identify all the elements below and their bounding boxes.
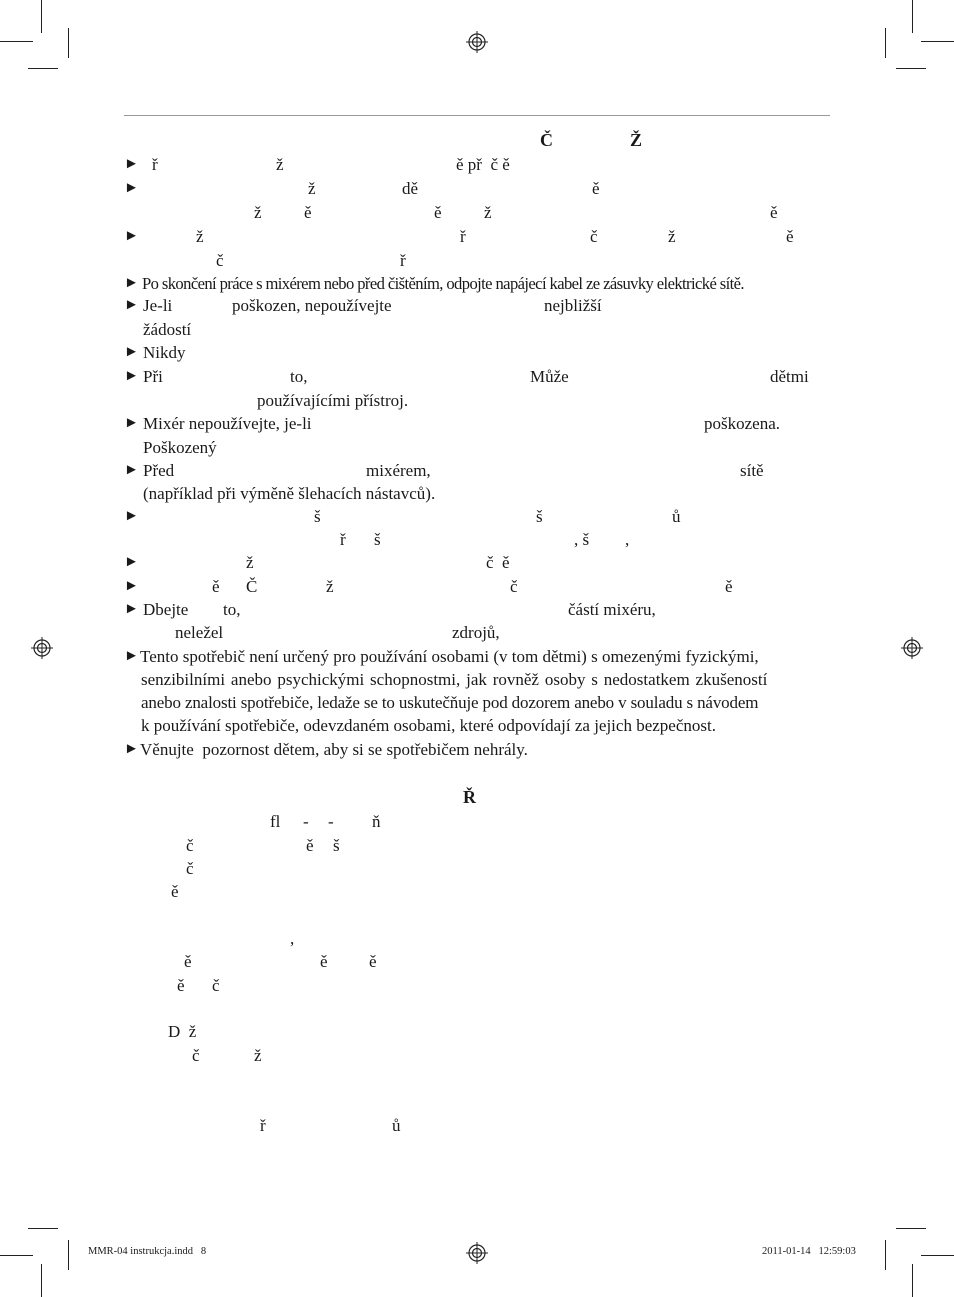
list-item-cont: č ř: [216, 251, 406, 270]
bullet-icon: ►: [124, 508, 139, 524]
crop-mark: [912, 1264, 913, 1297]
list-item: ► ě Č ž č ě: [124, 575, 844, 599]
list-item: ► Při to, Může dětmi: [124, 365, 844, 389]
list-item-cont: senzibilními anebo psychickými schopnostmi, jak rovněž osoby s nedostatkem zkušeností: [141, 670, 768, 689]
section-heading-char: Ž: [630, 130, 643, 150]
crop-mark: [41, 1264, 42, 1297]
list-item-cont: ž ě ě ž ě: [254, 203, 778, 222]
list-item: fl - - ň: [270, 812, 381, 831]
registration-mark-icon: [466, 1242, 488, 1264]
crop-mark: [68, 28, 69, 58]
list-item: ► Mixér nepoužívejte, je-li poškozena.: [124, 412, 844, 436]
crop-mark: [885, 1240, 886, 1270]
bullet-icon: ►: [124, 368, 139, 384]
list-item: ě ě ě: [184, 952, 377, 971]
list-item: ě: [171, 882, 179, 901]
bullet-icon: ►: [124, 228, 139, 244]
list-item: ► Je-li poškozen, nepoužívejte nejbližší: [124, 294, 844, 318]
list-item: ► ř ž ě př č ě: [124, 153, 844, 177]
crop-mark: [912, 0, 913, 33]
crop-mark: [896, 1228, 926, 1229]
list-item: ► Nikdy: [124, 341, 844, 365]
list-item: ► Tento spotřebič není určený pro používání osobami (v tom dětmi) s omezenými fyzickými,: [124, 645, 844, 669]
crop-mark: [28, 1228, 58, 1229]
list-item: ► ž dě ě: [124, 177, 844, 201]
crop-mark: [896, 68, 926, 69]
list-item: ► ž ř č ž ě: [124, 225, 844, 249]
crop-mark: [921, 41, 954, 42]
footer-timestamp: 2011-01-14 12:59:03: [762, 1246, 856, 1257]
list-item: ,: [290, 929, 295, 948]
list-item-cont: používajícími přístroj.: [257, 391, 409, 410]
crop-mark: [28, 68, 58, 69]
registration-mark-icon: [466, 31, 488, 53]
list-item: ř ů: [260, 1116, 401, 1135]
list-item: č ě š: [186, 836, 340, 855]
crop-mark: [885, 28, 886, 58]
bullet-icon: ►: [124, 601, 139, 617]
list-item: ► ž č ě: [124, 551, 844, 575]
list-item: ► Před mixérem, sítě: [124, 459, 844, 483]
registration-mark-icon: [901, 637, 923, 659]
crop-mark: [41, 0, 42, 33]
bullet-icon: ►: [124, 648, 139, 664]
crop-mark: [0, 41, 33, 42]
list-item-cont: k používání spotřebiče, odevzdaném osobami, které odpovídají za jejich bezpečnost.: [141, 716, 716, 735]
crop-mark: [921, 1255, 954, 1256]
list-item: D ž: [168, 1022, 197, 1041]
list-item-cont: neležel zdrojů,: [175, 623, 500, 642]
list-item: ě č: [177, 976, 220, 995]
list-item: ► Po skončení práce s mixérem nebo před čištěním, odpojte napájecí kabel ze zásuvky elektrické sítě.: [124, 272, 844, 296]
bullet-icon: ►: [124, 275, 139, 291]
list-item: ► Dbejte to, částí mixéru,: [124, 598, 844, 622]
list-item-cont: anebo znalosti spotřebiče, ledaže se to uskutečňuje pod dozorem anebo v souladu s návodem: [141, 693, 759, 712]
bullet-icon: ►: [124, 156, 139, 172]
section-heading-char: Č: [540, 130, 553, 150]
list-item: ► š š ů: [124, 505, 844, 529]
footer-file-info: MMR-04 instrukcja.indd 8: [88, 1246, 207, 1257]
crop-mark: [0, 1255, 33, 1256]
bullet-icon: ►: [124, 554, 139, 570]
registration-mark-icon: [31, 637, 53, 659]
section-heading: Ř: [463, 787, 476, 807]
list-item: č ž: [192, 1046, 262, 1065]
list-item-cont: Poškozený: [143, 438, 217, 457]
crop-mark: [68, 1240, 69, 1270]
bullet-icon: ►: [124, 180, 139, 196]
bullet-icon: ►: [124, 578, 139, 594]
bullet-icon: ►: [124, 415, 139, 431]
list-item: č: [186, 859, 194, 878]
bullet-icon: ►: [124, 297, 139, 313]
list-item-cont: (například při výměně šlehacích nástavců).: [143, 484, 436, 503]
list-item-cont: ř š , š ,: [340, 530, 630, 549]
bullet-icon: ►: [124, 344, 139, 360]
bullet-icon: ►: [124, 741, 139, 757]
header-rule: [124, 115, 830, 116]
list-item: ► Věnujte pozornost dětem, aby si se spotřebičem nehrály.: [124, 738, 844, 762]
list-item-cont: žádostí: [143, 320, 192, 339]
bullet-icon: ►: [124, 462, 139, 478]
